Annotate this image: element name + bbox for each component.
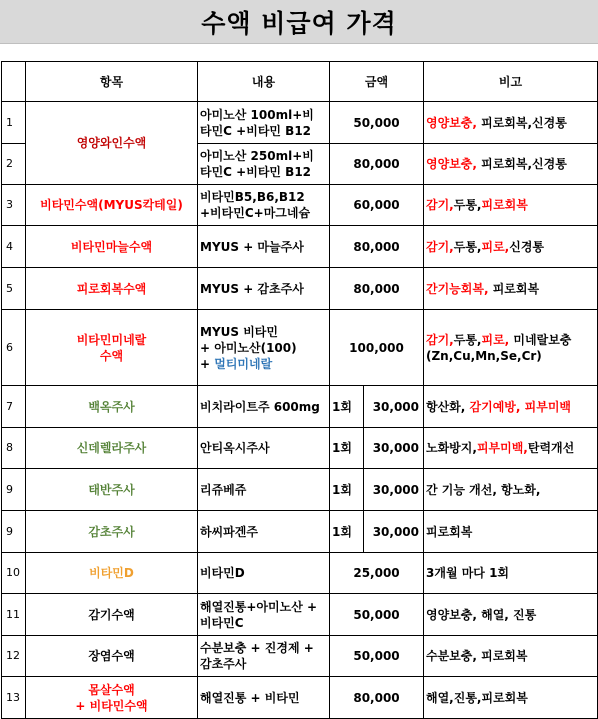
item-note: 영양보충, 해열, 진통 [424,594,598,636]
item-price: 50,000 [330,636,424,677]
item-price: 60,000 [330,185,424,226]
table-row [2,268,598,310]
item-note [424,226,598,268]
row-number: 3 [2,185,26,226]
item-price: 50,000 [330,102,424,144]
item-content [198,636,330,677]
item-price: 80,000 [330,677,424,719]
table-row [2,511,598,553]
item-name: 백옥주사 [26,386,198,428]
row-number: 5 [2,268,26,310]
row-number: 8 [2,428,26,469]
row-number: 4 [2,226,26,268]
table-row [2,553,598,594]
header-note: 비고 [424,62,598,102]
item-name: 영양와인수액 [26,102,198,185]
item-note [424,310,598,386]
item-content [198,310,330,386]
content-line: 아미노산 250ml+비 [200,149,314,163]
item-content [198,144,330,185]
header-price: 금액 [330,62,424,102]
table-row [2,636,598,677]
item-price: 30,000 [364,469,424,511]
item-note [424,102,598,144]
note-highlight: 감기, [426,332,454,347]
header-num [2,62,26,102]
row-number: 9 [2,511,26,553]
note-text: 노화방지, [426,441,477,455]
item-price: 80,000 [330,226,424,268]
row-number: 13 [2,677,26,719]
item-content: 리쥬베쥬 [198,469,330,511]
item-name-line: 몸살수액 [88,682,135,697]
item-content: 하씨파겐주 [198,511,330,553]
item-content [198,102,330,144]
table-row [2,469,598,511]
item-price: 30,000 [364,386,424,428]
note-text: 신경통 [509,239,545,254]
item-content: 비타민D [198,553,330,594]
content-line: 타민C +비타민 B12 [200,165,312,179]
item-price: 30,000 [364,428,424,469]
item-name: 태반주사 [26,469,198,511]
item-times: 1회 [330,428,364,469]
note-text: 두통, [453,198,482,212]
content-line [200,356,327,372]
content-line: 비타민B5,B6,B12 [200,190,305,204]
row-number: 2 [2,144,26,185]
note-highlight: 피로회복 [481,198,528,212]
row-number: 10 [2,553,26,594]
item-times: 1회 [330,469,364,511]
item-note [424,144,598,185]
note-text: 미네랄보충 [509,332,572,347]
item-note: 간 기능 개선, 항노화, [424,469,598,511]
content-line: + 아미노산(100) [200,340,297,355]
item-note: 3개월 마다 1회 [424,553,598,594]
content-highlight: 멀티미네랄 [214,356,273,371]
table-row [2,386,598,428]
item-note: 피로회복 [424,511,598,553]
content-line: 비타민C [200,615,244,630]
item-name-line: 비타민미네랄 [76,332,147,347]
table-row [2,428,598,469]
item-price: 25,000 [330,553,424,594]
note-highlight: 감기, [426,239,454,254]
item-name-line: 수액 [99,348,124,363]
item-name: 피로회복수액 [26,268,198,310]
note-highlight: 피로, [481,239,510,254]
row-number: 7 [2,386,26,428]
row-number: 9 [2,469,26,511]
row-number: 1 [2,102,26,144]
note-highlight: 피로, [481,332,510,347]
title-bar [0,0,598,44]
note-highlight: 피부미백 [520,399,571,414]
item-times: 1회 [330,511,364,553]
item-note [424,428,598,469]
table-row [2,102,598,144]
content-line: 해열진통+아미노산 + [200,599,318,614]
content-line: +비타민C+마그네슘 [200,206,311,220]
row-number: 11 [2,594,26,636]
item-times: 1회 [330,386,364,428]
note-text: 두통, [453,332,482,347]
note-highlight: 피부미백, [476,441,528,455]
content-line: 감초주사 [200,657,247,671]
content-line: 아미노산 100ml+비 [200,107,314,122]
table-row [2,185,598,226]
item-name: 비타민D [26,553,198,594]
note-text: 두통, [453,239,482,254]
item-note [424,386,598,428]
item-name: 감기수액 [26,594,198,636]
table-row [2,226,598,268]
row-number: 12 [2,636,26,677]
table-row [2,594,598,636]
content-line: 수분보충 + 진경제 + [200,641,314,655]
item-content: 비치라이트주 600mg [198,386,330,428]
price-table [1,61,598,719]
item-note: 해열,진통,피로회복 [424,677,598,719]
item-note [424,268,598,310]
item-price: 80,000 [330,268,424,310]
table-row [2,310,598,386]
note-text: 탄력개선 [527,441,575,455]
note-text: 피로회복 [488,281,540,296]
page-title: 수액 비급여 가격 [201,8,397,38]
item-name [26,677,198,719]
row-number: 6 [2,310,26,386]
note-line: (Zn,Cu,Mn,Se,Cr) [426,348,542,363]
item-price: 80,000 [330,144,424,185]
note-highlight: 영양보충, [426,157,477,171]
item-name: 장염수액 [26,636,198,677]
item-price: 30,000 [364,511,424,553]
note-line [426,332,595,348]
note-text: 피로회복,신경통 [476,115,567,130]
item-name: 신데렐라주사 [26,428,198,469]
item-content: MYUS + 감초주사 [198,268,330,310]
note-highlight: 영양보충, [426,115,477,130]
header-item: 항목 [26,62,198,102]
item-content [198,185,330,226]
item-name: 비타민마늘수액 [26,226,198,268]
table-row [2,677,598,719]
note-text: 항산화, [426,399,466,414]
item-note: 수분보충, 피로회복 [424,636,598,677]
item-name: 감초주사 [26,511,198,553]
note-highlight: 간기능회복, [426,281,489,296]
content-line: 타민C +비타민 B12 [200,123,312,138]
content-prefix: + [200,356,215,371]
item-content: MYUS + 마늘주사 [198,226,330,268]
item-note [424,185,598,226]
item-content [198,594,330,636]
content-line: MYUS 비타민 [200,324,278,339]
note-text: 피로회복,신경통 [476,157,567,171]
item-price: 100,000 [330,310,424,386]
note-highlight: 감기, [426,198,454,212]
item-content: 해열진통 + 비타민 [198,677,330,719]
item-name [26,310,198,386]
item-content: 안티옥시주사 [198,428,330,469]
item-name: 비타민수액(MYUS칵테일) [26,185,198,226]
header-content: 내용 [198,62,330,102]
item-name-line: + 비타민수액 [75,698,148,713]
note-highlight: 감기예방, [465,399,521,414]
table-header-row [2,62,598,102]
item-price: 50,000 [330,594,424,636]
